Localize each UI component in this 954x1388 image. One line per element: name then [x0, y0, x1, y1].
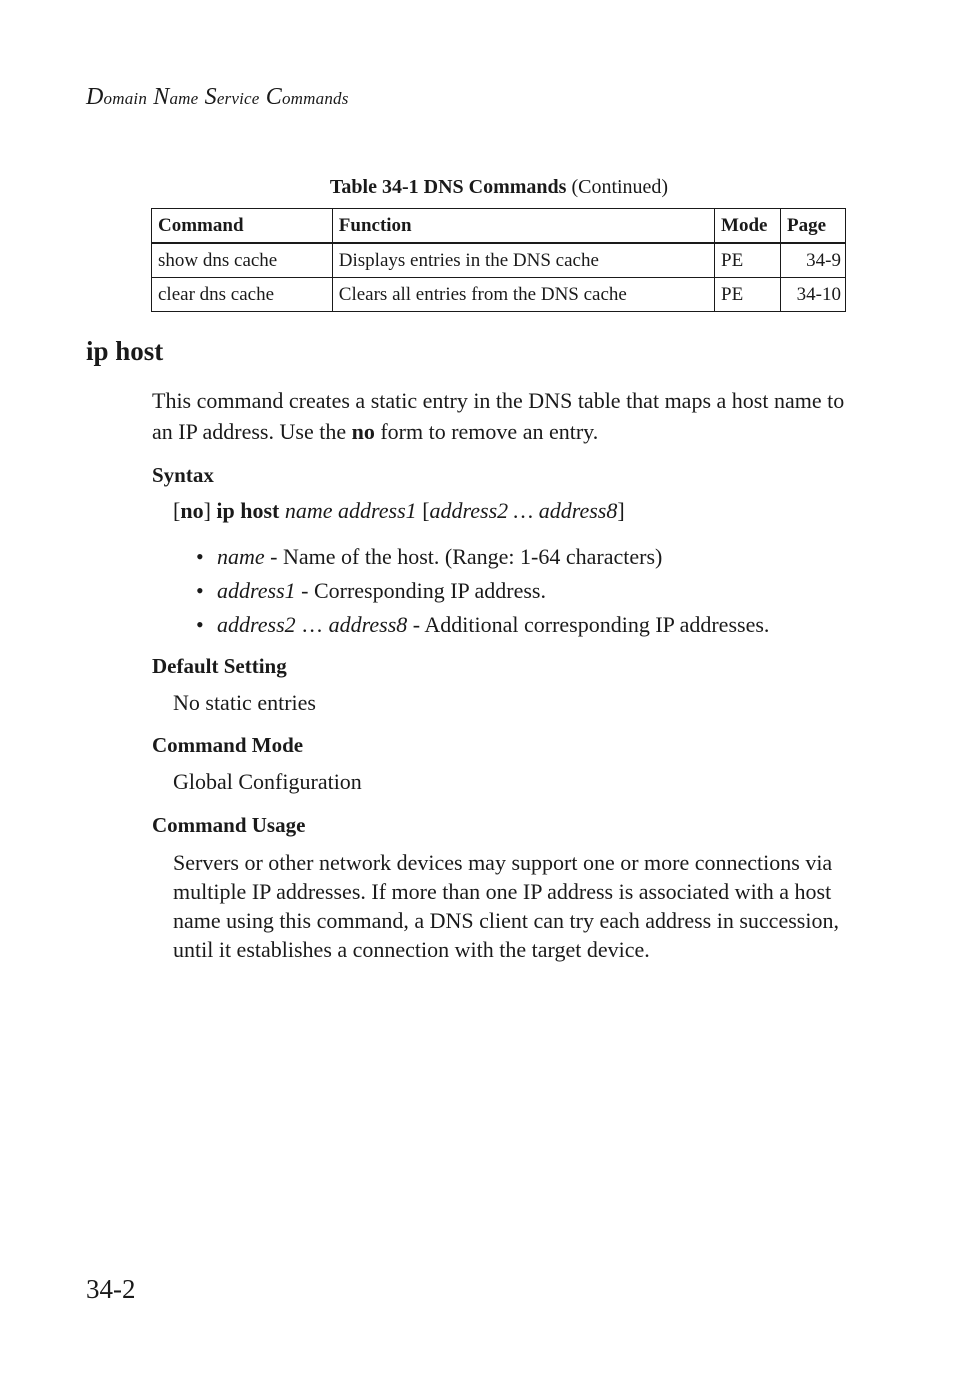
- command-usage-text: Servers or other network devices may support one or more connections via multiple IP addresses. If more than one IP address is associated with a host name using this command, a DNS client can try each address in succession, until it establishes a connection with the target device.: [173, 850, 839, 962]
- parameter-list: [196, 541, 876, 643]
- command-mode-value: Global Configuration: [173, 769, 362, 794]
- page-number: 34-2: [86, 1274, 136, 1304]
- function-cell: Displays entries in the DNS cache: [332, 243, 714, 278]
- syntax-heading: Syntax: [152, 463, 214, 487]
- page-cell: 34-9: [781, 243, 846, 278]
- running-header: [86, 84, 349, 111]
- page-cell: 34-10: [781, 278, 846, 312]
- column-header: Mode: [715, 209, 781, 244]
- command-usage-heading: Command Usage: [152, 813, 306, 837]
- default-setting-value: No static entries: [173, 690, 316, 715]
- column-header: Command: [152, 209, 333, 244]
- dns-commands-table: [151, 208, 846, 312]
- command-cell: clear dns cache: [152, 278, 333, 312]
- command-mode-heading: Command Mode: [152, 733, 304, 757]
- table-header-row: [152, 209, 846, 244]
- section-title: ip host: [86, 336, 164, 366]
- table-row: [152, 243, 846, 278]
- header-word: Commands: [265, 84, 349, 110]
- syntax-line: [no] ip host name address1 [address2 … address8]: [173, 498, 625, 523]
- intro-paragraph: This command creates a static entry in the DNS table that maps a host name to an IP address. Use the no form to remove an entry.: [152, 388, 845, 444]
- header-word: Name: [153, 84, 199, 110]
- command-cell: show dns cache: [152, 243, 333, 278]
- header-word: Service: [204, 84, 260, 110]
- table-caption: Table 34-1 DNS Commands (Continued): [329, 176, 669, 198]
- default-setting-heading: Default Setting: [152, 654, 287, 678]
- list-item: • name - Name of the host. (Range: 1-64 characters): [196, 544, 663, 569]
- header-word: Domain: [86, 84, 148, 110]
- function-cell: Clears all entries from the DNS cache: [332, 278, 714, 312]
- list-item: • address2 … address8 - Additional corresponding IP addresses.: [196, 612, 770, 637]
- column-header: Page: [781, 209, 846, 244]
- mode-cell: PE: [715, 243, 781, 278]
- list-item: • address1 - Corresponding IP address.: [196, 578, 546, 603]
- table-row: [152, 278, 846, 312]
- mode-cell: PE: [715, 278, 781, 312]
- column-header: Function: [332, 209, 714, 244]
